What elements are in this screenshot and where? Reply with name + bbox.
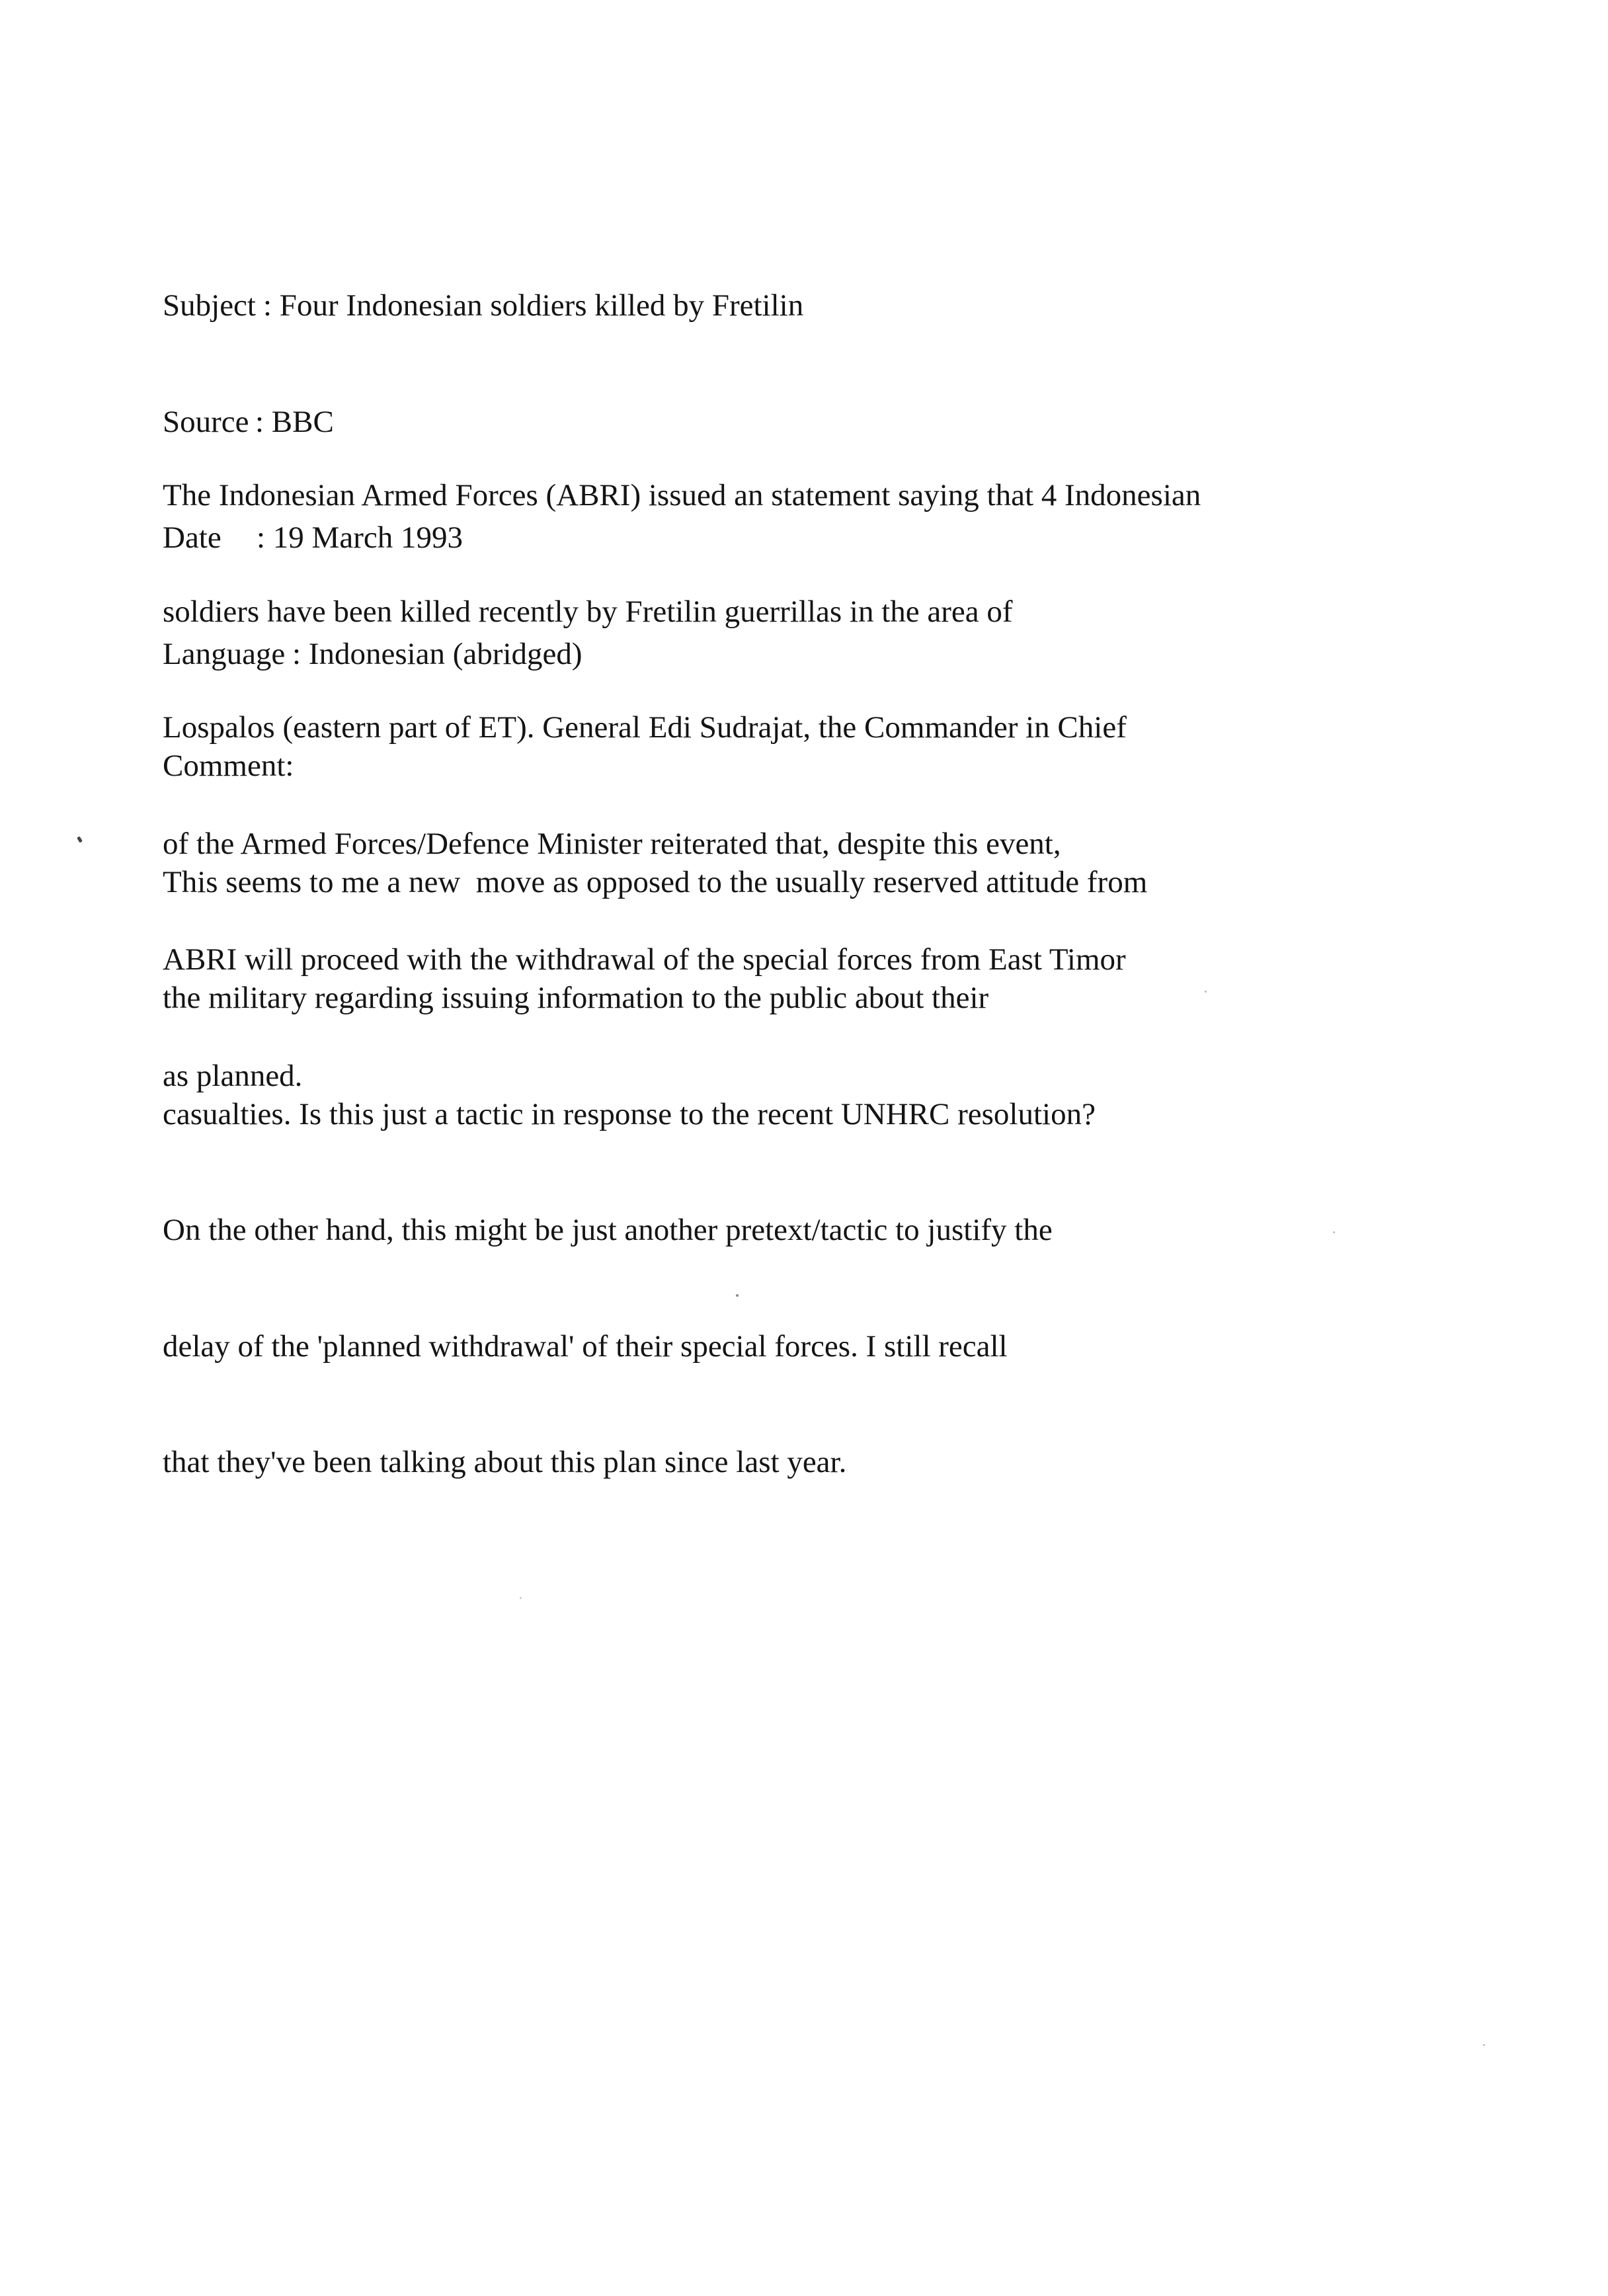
- body-line: ABRI will proceed with the withdrawal of the special forces from East Timor: [163, 942, 1126, 977]
- scan-dust: [1205, 991, 1207, 993]
- subject-row: [163, 286, 804, 325]
- comment-line: delay of the 'planned withdrawal' of their special forces. I still recall: [163, 1329, 1008, 1364]
- scan-dust: [736, 1294, 739, 1297]
- comment-heading: Comment:: [163, 749, 294, 783]
- comment-section: [163, 669, 1147, 1559]
- body-line: Lospalos (eastern part of ET). General Edi Sudrajat, the Commander in Chief: [163, 710, 1127, 745]
- comment-line: the military regarding issuing information to the public about their: [163, 981, 989, 1015]
- comment-line: This seems to me a new move as opposed to the usually reserved attitude from: [163, 864, 1148, 899]
- body-line: soldiers have been killed recently by Fretilin guerrillas in the area of: [163, 594, 1013, 629]
- date-value: : 19 March 1993: [257, 520, 463, 555]
- scan-dust: [1483, 2044, 1485, 2046]
- body-line: The Indonesian Armed Forces (ABRI) issued an statement saying that 4 Indonesian: [163, 478, 1201, 512]
- date-label: Date: [163, 520, 221, 555]
- scan-mark: [77, 836, 83, 842]
- subject-value: : Four Indonesian soldiers killed by Fretilin: [263, 288, 804, 323]
- comment-line: On the other hand, this might be just another pretext/tactic to justify the: [163, 1213, 1053, 1247]
- scan-dust: [520, 1597, 522, 1599]
- scan-dust: [1333, 1231, 1335, 1233]
- body-line: of the Armed Forces/Defence Minister reiterated that, despite this event,: [163, 826, 1061, 861]
- body-line: as planned.: [163, 1058, 303, 1093]
- subject-label: Subject: [163, 288, 256, 323]
- language-value: : Indonesian (abridged): [292, 636, 583, 671]
- language-label: Language: [163, 636, 286, 671]
- comment-line: that they've been talking about this plan since last year.: [163, 1445, 847, 1479]
- comment-line: casualties. Is this just a tactic in response to the recent UNHRC resolution?: [163, 1096, 1096, 1131]
- source-label: Source: [163, 404, 249, 439]
- source-value: : BBC: [255, 404, 334, 439]
